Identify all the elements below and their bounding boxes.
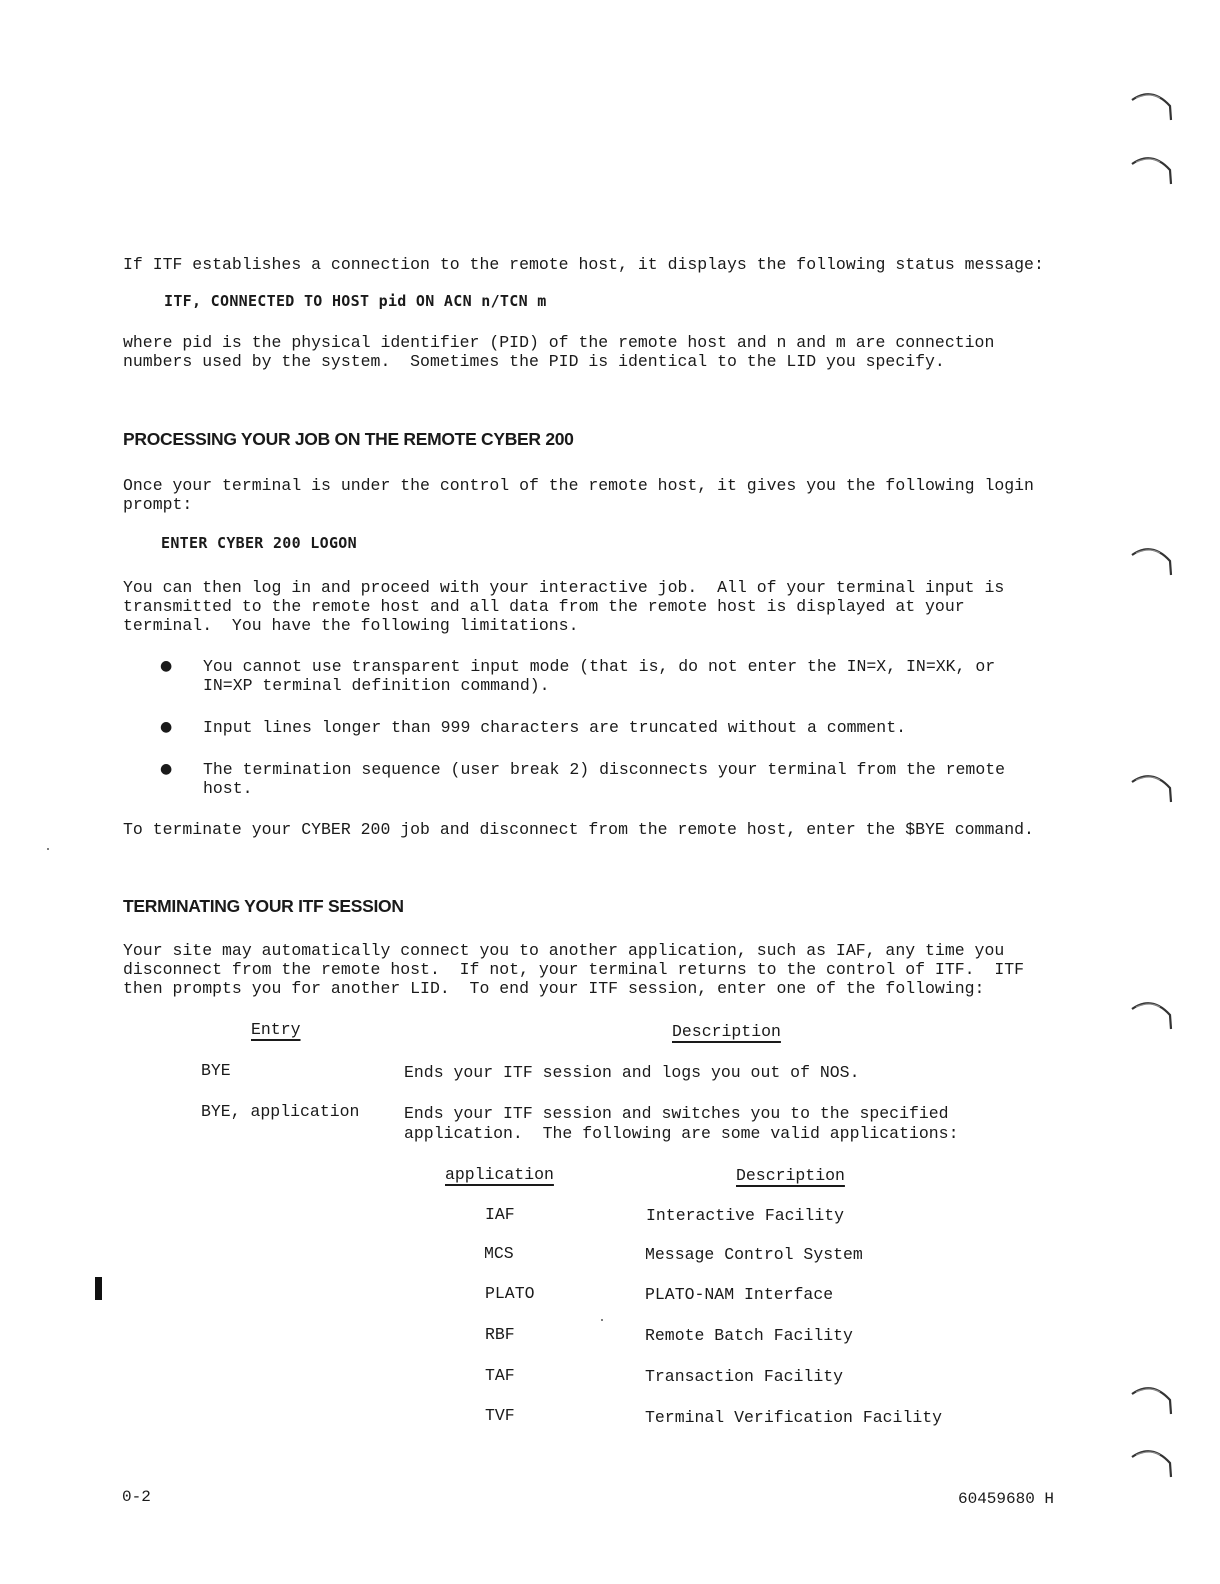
binder-hole-icon [1130,88,1174,128]
apps-row-description: Remote Batch Facility [645,1326,853,1345]
binder-hole-icon [1130,770,1174,810]
table-entry-bye-application: BYE, application [201,1102,360,1121]
change-bar [95,1277,102,1300]
apps-row-app: TVF [485,1406,515,1425]
bullet-icon: ● [160,658,173,674]
document-number: 60459680 H [958,1490,1055,1508]
binder-hole-icon [1130,1445,1174,1485]
binder-hole-icon [1130,543,1174,583]
table-entry-bye: BYE [201,1061,231,1080]
table-header-entry: Entry [251,1020,301,1039]
apps-row-description: Transaction Facility [645,1367,844,1386]
apps-row-app: TAF [485,1366,515,1385]
apps-header-description: Description [736,1166,845,1185]
apps-row-app: RBF [485,1325,515,1344]
binder-hole-icon [1130,1382,1174,1422]
binder-hole-icon [1130,152,1174,192]
apps-row-description: Interactive Facility [646,1206,845,1225]
table-description-bye-application: Ends your ITF session and switches you to the specified application. The following are some valid applications: [404,1104,959,1143]
intro-explanation: where pid is the physical identifier (PID) of the remote host and n and m are connection numbers used by the system. Sometimes the PID is identical to the LID you specify. [123,333,995,371]
apps-header-application: application [445,1165,554,1184]
bullet-text: Input lines longer than 999 characters are truncated without a comment. [203,718,907,737]
section1-para1: Once your terminal is under the control of the remote host, it gives you the following login prompt: [123,476,1034,514]
section-heading-processing: PROCESSING YOUR JOB ON THE REMOTE CYBER 200 [123,429,574,449]
apps-row-description: Message Control System [645,1245,863,1264]
apps-row-app: IAF [485,1205,515,1224]
section2-para: Your site may automatically connect you to another application, such as IAF, any time you disconnect from the remote host. If not, your terminal returns to the control of ITF. ITF then prompts you for another LID. To end your ITF session, enter one of the following: [123,941,1025,998]
bullet-icon: ● [160,761,173,777]
section-heading-terminating: TERMINATING YOUR ITF SESSION [123,896,404,916]
table-description-bye: Ends your ITF session and logs you out of NOS. [404,1063,860,1082]
scan-speck [601,1319,603,1321]
section1-para2: You can then log in and proceed with your interactive job. All of your terminal input is transmitted to the remote host and all data from the remote host is displayed at your terminal. You have the following limitations. [123,578,1005,635]
apps-row-description: Terminal Verification Facility [645,1408,943,1427]
apps-row-app: MCS [484,1244,514,1263]
page-number: 0-2 [122,1488,151,1506]
bullet-icon: ● [160,719,173,735]
apps-row-app: PLATO [485,1284,535,1303]
bullet-text: You cannot use transparent input mode (that is, do not enter the IN=X, IN=XK, or IN=XP terminal definition command). [203,657,996,695]
logon-prompt: ENTER CYBER 200 LOGON [161,534,357,552]
apps-row-description: PLATO-NAM Interface [645,1285,834,1304]
binder-hole-icon [1130,997,1174,1037]
section1-closing: To terminate your CYBER 200 job and disconnect from the remote host, enter the $BYE command. [123,820,1034,839]
intro-line: If ITF establishes a connection to the remote host, it displays the following status message: [123,255,1044,274]
table-header-description: Description [672,1022,781,1041]
scan-speck [47,848,49,850]
bullet-text: The termination sequence (user break 2) disconnects your terminal from the remote host. [203,760,1006,798]
status-message: ITF, CONNECTED TO HOST pid ON ACN n/TCN m [164,292,547,310]
